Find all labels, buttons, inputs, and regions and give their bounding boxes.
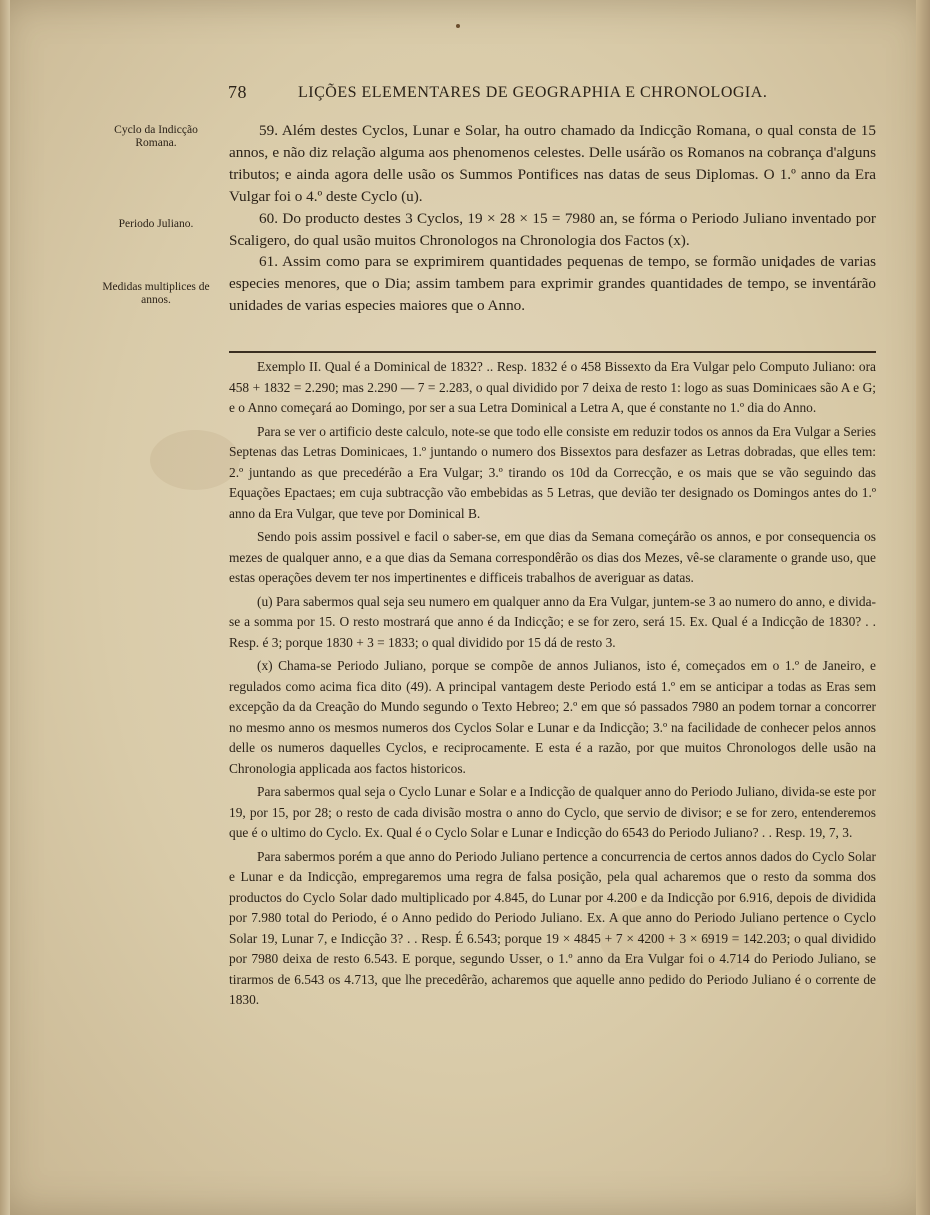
note-cyclo-lunar: Para sabermos qual seja o Cyclo Lunar e Solar e a Indicção de qualquer anno do Periodo Juliano, divida-se este por 19, por 15, por 28; o resto de cada divisão mostra o anno do Cyclo, que servio de divisor; e se for zero, entenderemos que é o ultimo do Cyclo. Ex. Qual é o Cyclo Solar e Lunar e Indicção do 6543 do Periodo Juliano? . . Resp. 19, 7, 3. xyxy=(229,784,876,840)
note-u: (u) Para sabermos qual seja seu numero em qualquer anno da Era Vulgar, juntem-se 3 ao numero do anno, e divida-se a somma por 15. O resto mostrará que anno é da Indicção; e se for zero, será 15. Ex. Qual é a Indicção de 1830? . . Resp. é 3; porque 1830 + 3 = 1833; o qual dividido por 15 dá de resto 3. xyxy=(229,593,876,650)
main-text xyxy=(229,120,876,317)
page-right-edge xyxy=(916,0,930,1215)
page-left-edge xyxy=(0,0,10,1215)
paragraph-61: 61. Assim como para se exprimirem quantidades pequenas de tempo, se formão unidades de varias especies menores, que o Dia; assim tambem para exprimir grandes quantidades de tempo, se inventárão unidades de varias especies maiores que o Anno. xyxy=(229,253,876,315)
note-x: (x) Chama-se Periodo Juliano, porque se compõe de annos Julianos, isto é, começados em o 1.º de Janeiro, e regulados como acima fica dito (49). A principal vantagem deste Periodo está 1.º em se anticipar a todas as Eras sem excepção da da Creação do Mundo segundo o Texto Hebreo; 2.º em que só passados 7980 an podem tornar a concorrer no mesmo anno os mesmos numeros dos Cyclos Solar e Lunar e da Indicção; 3.º na facilidade de conhecer pelos annos delle os numeros daquelles Cyclos, e reciprocamente. E esta é a razão, por que muitos Chronologos delle usão na Chronologia applicada aos factos historicos. xyxy=(229,658,876,776)
note-exemplo-ii: Exemplo II. Qual é a Dominical de 1832? .. Resp. 1832 é o 458 Bissexto da Era Vulgar pelo Computo Juliano: ora 458 + 1832 = 2.290; mas 2.290 — 7 = 2.283, o qual dividido por 7 deixa de resto 1: logo as suas Dominicaes são A e G; e o Anno começará ao Domingo, por ser a sua Letra Dominical a Letra A, que é constante no 1.º dia do Anno. xyxy=(229,359,876,415)
margin-note-medidas: Medidas multiplices de annos. xyxy=(102,281,210,306)
paragraph-59: 59. Além destes Cyclos, Lunar e Solar, ha outro chamado da Indicção Romana, o qual consta de 15 annos, e não diz relação alguma aos phenomenos celestes. Delle usárão os Romanos na cobrança d'alguns tributos; e ainda agora delle usão os Summos Pontifices nas datas de seus Diplomas. O 1.º anno da Era Vulgar foi o 4.º deste Cyclo (u). xyxy=(229,122,876,205)
paper-speck xyxy=(456,24,460,28)
margin-note-periodo: Periodo Juliano. xyxy=(118,218,194,230)
footnote-rule xyxy=(229,351,876,353)
running-title: LIÇÕES ELEMENTARES DE GEOGRAPHIA E CHRONOLOGIA. xyxy=(298,84,768,101)
footnotes xyxy=(229,357,876,1014)
margin-note-indiccao: Cyclo da Indicção Romana. xyxy=(114,124,198,149)
paragraph-60: 60. Do producto destes 3 Cyclos, 19 × 28 × 15 = 7980 an, se fórma o Periodo Juliano inventado por Scaligero, do qual usão muitos Chronologos na Chronologia dos Factos (x). xyxy=(229,209,876,249)
note-falsa-posicao: Para sabermos porém a que anno do Periodo Juliano pertence a concurrencia de certos annos dados do Cyclo Solar e Lunar e da Indicção, empregaremos uma regra de falsa posição, pela qual acharemos que o resto da somma dos productos do Cyclo Solar dado multiplicado por 4.845, do Lunar por 4.200 e da Indicção por 6.916, depois de dividida por 7.980 total do Periodo, é o Anno pedido do Periodo Juliano. Ex. A que anno do Periodo Juliano pertence o Cyclo Solar 19, Lunar 7, e Indicção 3? . . Resp. É 6.543; porque 19 × 4845 + 7 × 4200 + 3 × 6919 = 142.203; o qual dividido por 7980 deixa de resto 6.543. E porque, segundo Usser, o 1.º anno da Era Vulgar foi o 4.714 do Periodo Juliano, se tirarmos de 6.543 os 4.713, que lhe precedêrão, acharemos que aquelle anno pedido do Periodo Juliano é o corrente de 1830. xyxy=(229,848,876,1007)
paper-stain xyxy=(150,430,240,490)
page-number: 78 xyxy=(228,82,247,102)
note-sendo-pois: Sendo pois assim possivel e facil o saber-se, em que dias da Semana começárão os annos, e por consequencia os mezes de qualquer anno, e a que dias da Semana correspondêrão os dias dos Mezes, vê-se claramente o grande uso, que estas operações devem ter nos impertinentes e difficeis trabalhos de averiguar as datas. xyxy=(229,529,876,585)
note-artificio: Para se ver o artificio deste calculo, note-se que todo elle consiste em reduzir todos os annos da Era Vulgar a Series Septenas das Letras Dominicaes, 1.º juntando o numero dos Bissextos para desfazer as Letras dobradas, que elles tem: 2.º juntando as que precedérão a Era Vulgar; 3.º tirando os 10d da Correcção, e os mais que se vão seguindo das Equações Epactaes; em cuja subtracção vão embebidas as 5 Letras, que devião ter designado os Domingos antes do 1.º anno da Era Vulgar, que teve por Dominical B. xyxy=(229,423,876,521)
